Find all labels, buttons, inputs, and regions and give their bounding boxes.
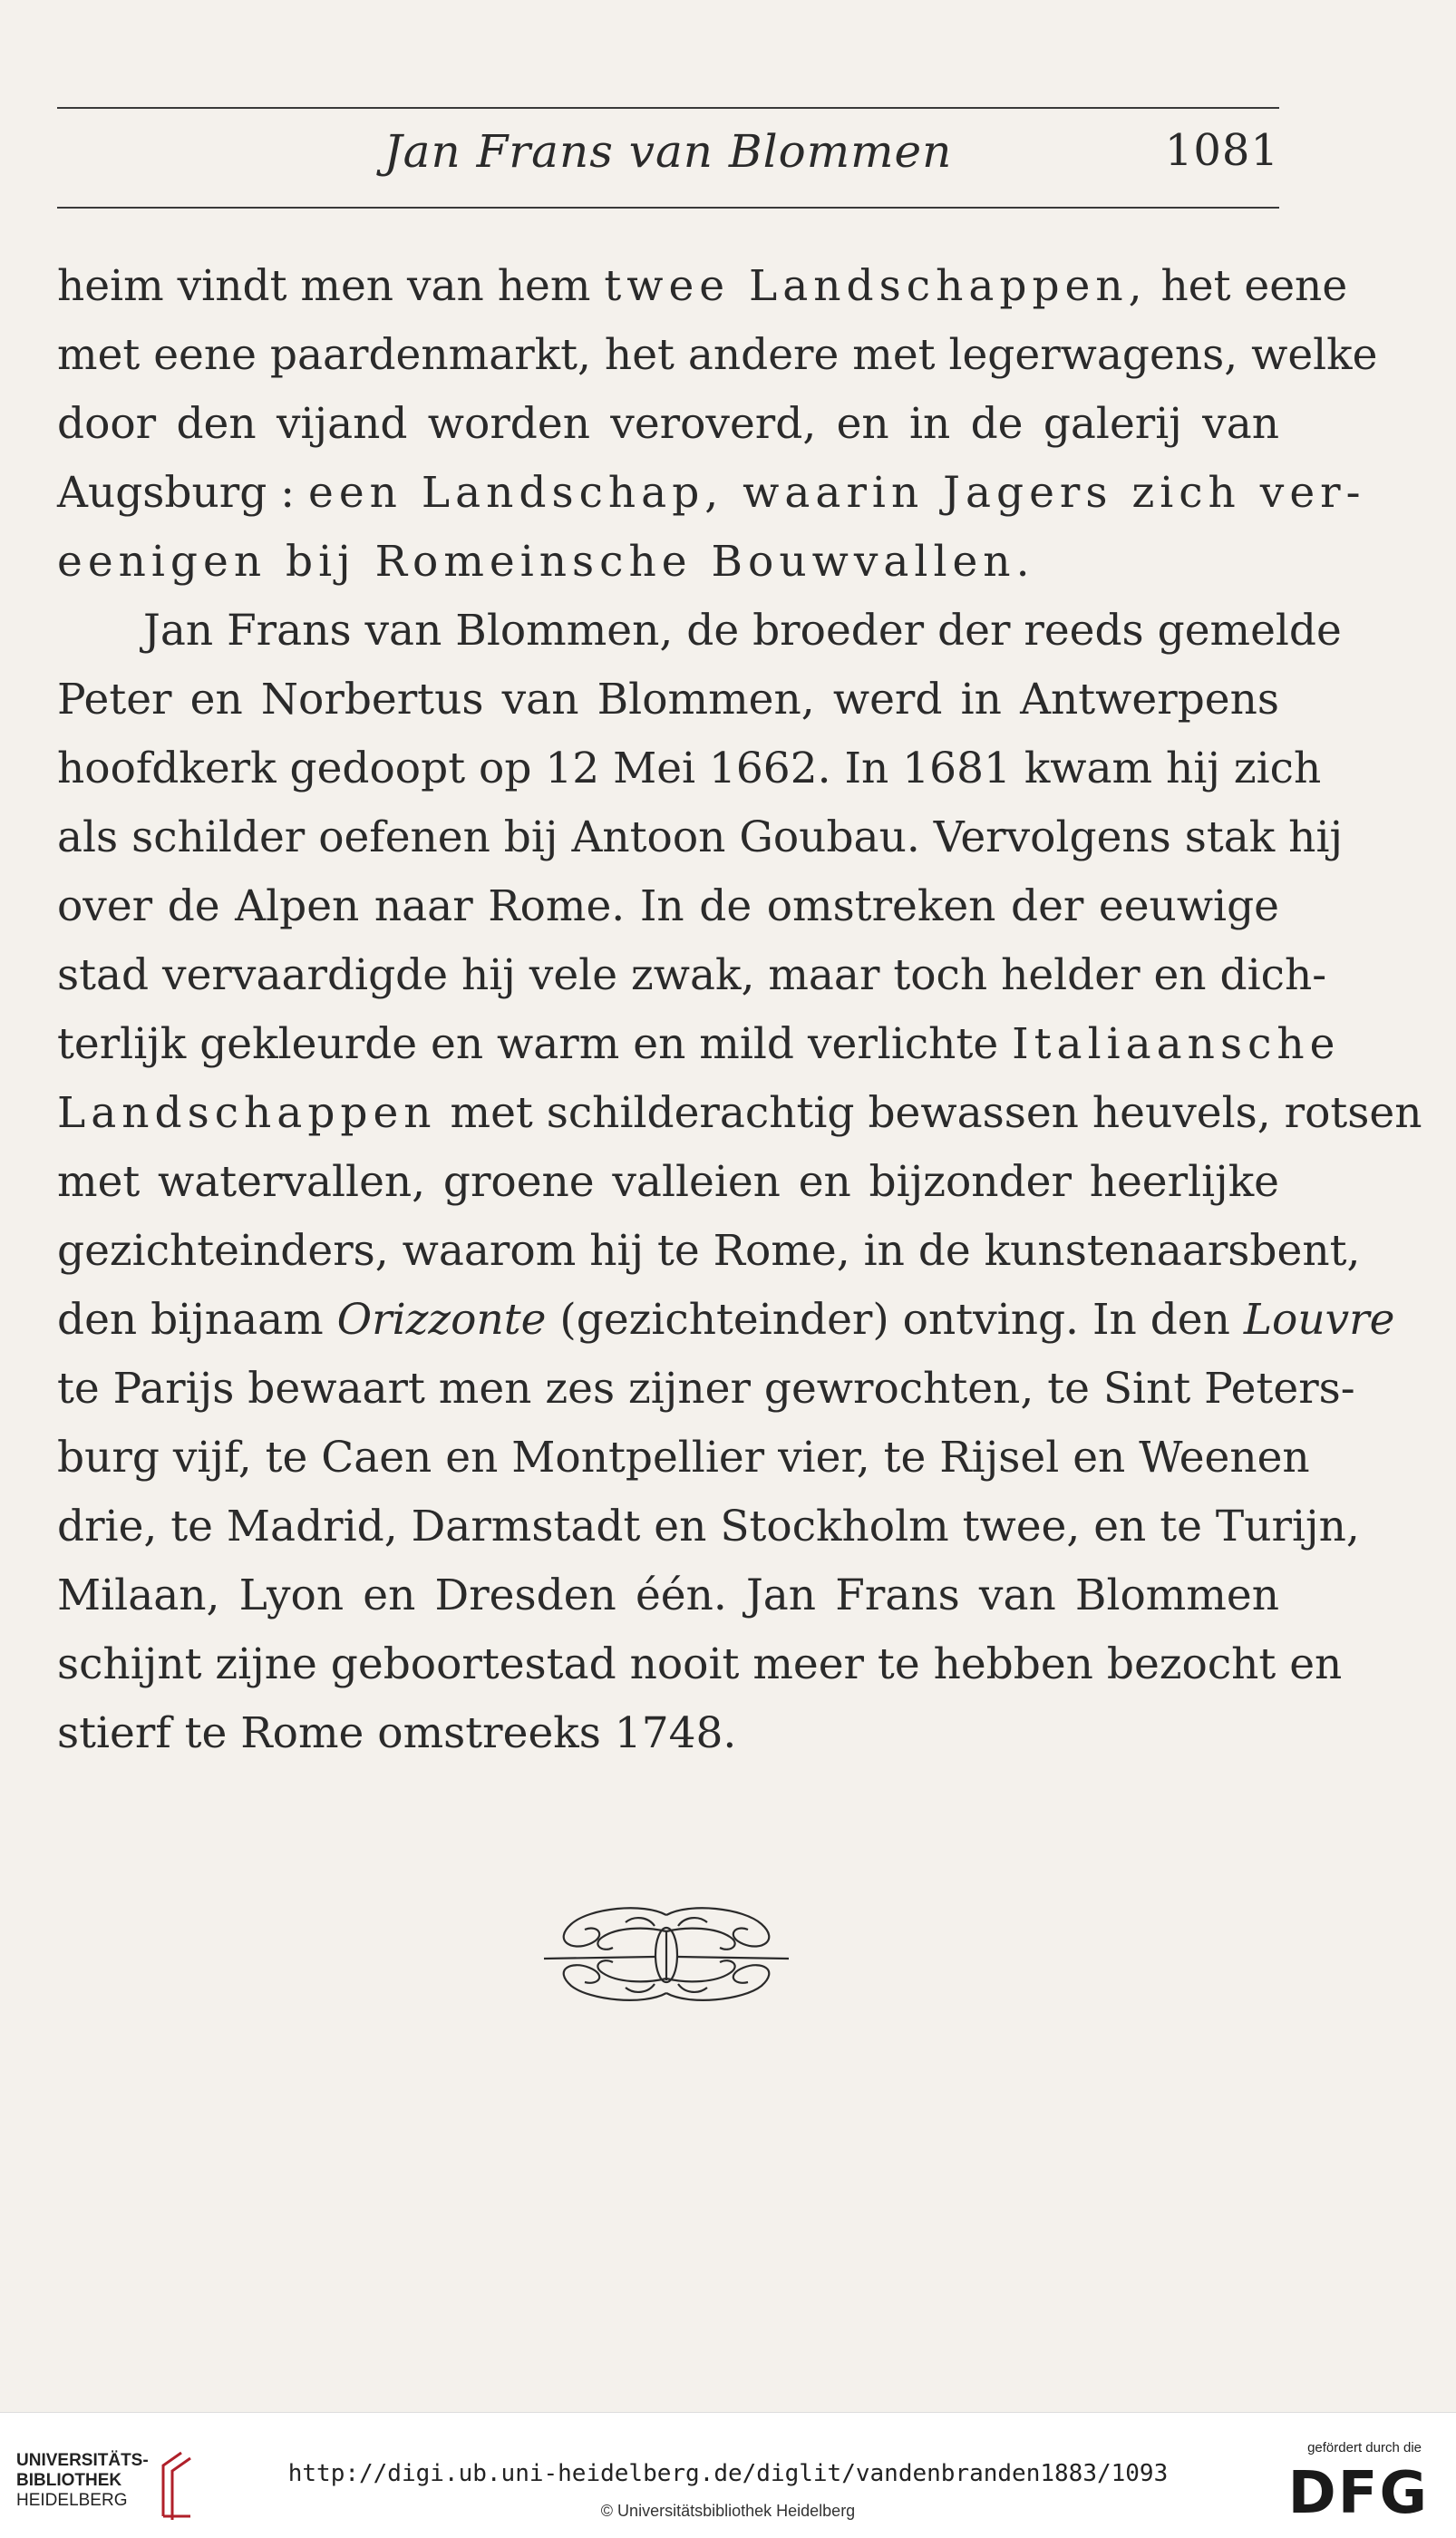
text-run: over de Alpen naar Rome. In de omstreken der eeuwige xyxy=(57,881,1279,931)
spaced-text-run: twee Landschappen, xyxy=(604,261,1148,311)
text-run: door den vijand worden veroverd, en in de galerij van xyxy=(57,399,1279,449)
text-run: hoofdkerk gedoopt op 12 Mei 1662. In 1681 kwam hij zich xyxy=(57,744,1322,793)
text-line xyxy=(57,1424,1310,1493)
spaced-text-run: een Landschap, waarin Jagers zich ver- xyxy=(308,468,1366,518)
spaced-text-run: eenigen bij Romeinsche Bouwvallen. xyxy=(57,537,1035,587)
text-run: stad vervaardigde hij vele zwak, maar toch helder en dich- xyxy=(57,950,1327,1000)
text-line xyxy=(57,1079,1422,1148)
text-line xyxy=(57,1010,1341,1079)
text-run: het eene xyxy=(1147,261,1348,311)
text-run: den bijnaam xyxy=(57,1295,337,1345)
text-line xyxy=(57,1699,1279,1768)
source-url-link[interactable]: http://digi.ub.uni-heidelberg.de/diglit/vandenbranden1883/1093 xyxy=(287,2460,1169,2487)
text-line xyxy=(57,941,1327,1010)
text-line xyxy=(57,390,1279,459)
fleuron-ornament-icon xyxy=(535,1904,798,2004)
text-run: met eene paardenmarkt, het andere met legerwagens, welke xyxy=(57,330,1378,380)
running-head-title: Jan Frans van Blommen xyxy=(383,125,953,178)
text-line xyxy=(57,459,1366,528)
text-line xyxy=(57,1561,1279,1630)
library-name-line3: HEIDELBERG xyxy=(16,2491,128,2510)
text-run: burg vijf, te Caen en Montpellier vier, te Rijsel en Weenen xyxy=(57,1433,1310,1483)
text-line xyxy=(57,1493,1360,1561)
text-run: Jan Frans van Blommen, de broeder der reeds gemelde xyxy=(143,606,1342,656)
text-run: gezichteinders, waarom hij te Rome, in de kunstenaarsbent, xyxy=(57,1226,1361,1276)
text-line xyxy=(57,872,1279,941)
text-run: Peter en Norbertus van Blommen, werd in Antwerpens xyxy=(57,675,1279,724)
text-line xyxy=(57,1355,1355,1424)
text-run: als schilder oefenen bij Antoon Goubau. Vervolgens stak hij xyxy=(57,812,1344,862)
text-run: stierf te Rome omstreeks 1748. xyxy=(57,1708,737,1758)
text-run: (gezichteinder) ontving. In den xyxy=(546,1295,1244,1345)
text-run: heim vindt men van hem xyxy=(57,261,605,311)
text-line xyxy=(57,1630,1343,1699)
text-line xyxy=(57,803,1344,872)
text-line xyxy=(57,1286,1395,1355)
text-line xyxy=(57,597,1342,666)
text-line xyxy=(57,252,1348,321)
text-line xyxy=(57,1148,1279,1217)
page-number: 1081 xyxy=(1164,125,1279,176)
text-run: met watervallen, groene valleien en bijzonder heerlijke xyxy=(57,1157,1279,1207)
text-run: drie, te Madrid, Darmstadt en Stockholm twee, en te Turijn, xyxy=(57,1502,1360,1551)
text-run: schijnt zijne geboortestad nooit meer te hebben bezocht en xyxy=(57,1639,1343,1689)
text-line xyxy=(57,528,1279,597)
italic-text-run: Louvre xyxy=(1243,1295,1395,1345)
text-run: met schilderachtig bewassen heuvels, rotsen xyxy=(436,1088,1422,1138)
text-line xyxy=(57,734,1322,803)
copyright-notice: © Universitätsbibliothek Heidelberg xyxy=(600,2502,856,2520)
header-rule-top xyxy=(57,107,1279,109)
italic-text-run: Orizzonte xyxy=(336,1295,547,1345)
text-line xyxy=(57,321,1378,390)
library-name-line2: BIBLIOTHEK xyxy=(16,2471,122,2490)
header-rule-bottom xyxy=(57,207,1279,209)
library-name-line1: UNIVERSITÄTS- xyxy=(16,2451,149,2470)
spaced-text-run: Landschappen xyxy=(57,1088,437,1138)
text-run: terlijk gekleurde en warm en mild verlichte xyxy=(57,1019,1013,1069)
text-run: Augsburg : xyxy=(57,468,309,518)
text-line xyxy=(57,1217,1361,1286)
body-text xyxy=(57,252,1422,1768)
text-run: Milaan, Lyon en Dresden één. Jan Frans van Blommen xyxy=(57,1570,1279,1620)
funder-note: gefördert durch die xyxy=(1307,2440,1422,2455)
text-line xyxy=(57,666,1279,734)
footer-bar xyxy=(0,2412,1456,2538)
text-run: te Parijs bewaart men zes zijner gewrochten, te Sint Peters- xyxy=(57,1364,1355,1414)
dfg-logo[interactable]: DFG xyxy=(1287,2460,1429,2527)
spaced-text-run: Italiaansche xyxy=(1012,1019,1341,1069)
